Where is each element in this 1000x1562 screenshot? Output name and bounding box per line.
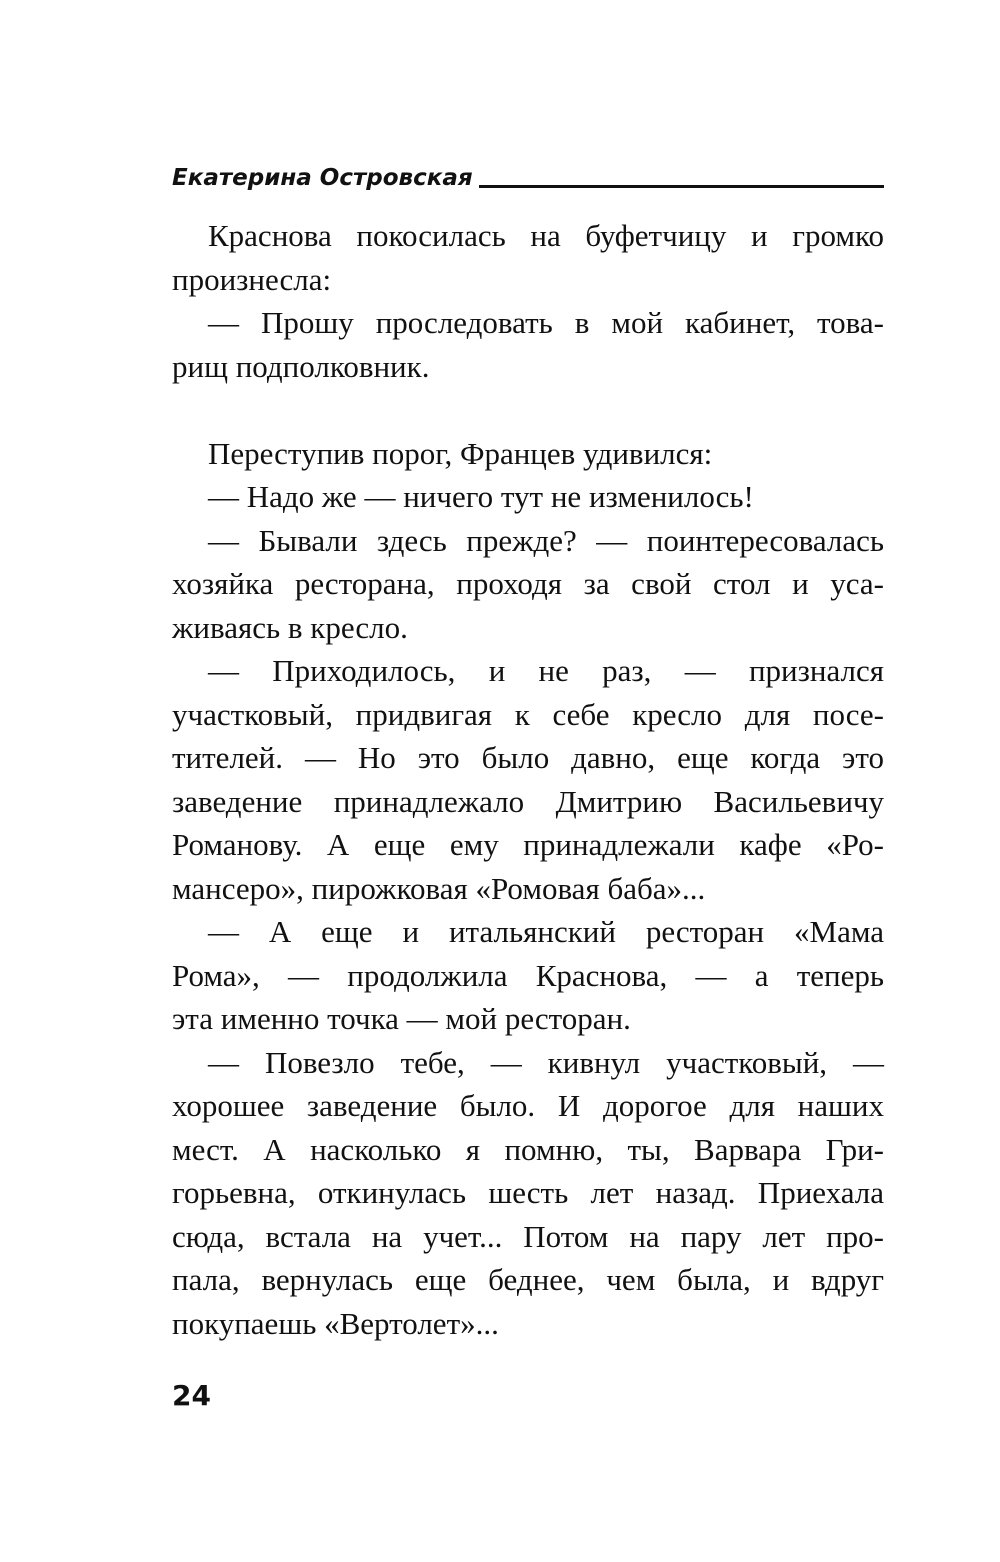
- text-line: мансеро», пирожковая «Ромовая баба»...: [172, 870, 706, 906]
- running-header-author: Екатерина Островская: [172, 165, 473, 191]
- text-line: тителей. — Но это было давно, еще когда это: [172, 740, 884, 775]
- text-line: хозяйка ресторана, проходя за свой стол и уса-: [172, 566, 884, 601]
- text-line: живаясь в кресло.: [172, 609, 408, 645]
- body-text: [172, 214, 884, 1345]
- text-line: хорошее заведение было. И дорогое для наших: [172, 1088, 884, 1123]
- text-line: Краснова покосилась на буфетчицу и громко: [208, 218, 884, 253]
- text-line: — Приходилось, и не раз, — признался: [208, 653, 884, 688]
- text-line: Рома», — продолжила Краснова, — а теперь: [172, 957, 884, 993]
- text-line: сюда, встала на учет... Потом на пару лет про-: [172, 1218, 884, 1254]
- running-header-rule: [479, 185, 884, 188]
- text-line: горьевна, откинулась шесть лет назад. Приехала: [172, 1175, 884, 1210]
- text-line: рищ подполковник.: [172, 348, 430, 384]
- text-line: — А еще и итальянский ресторан «Мама: [208, 914, 884, 949]
- text-line: — Прошу проследовать в мой кабинет, това-: [208, 305, 884, 340]
- page-number: 24: [172, 1379, 211, 1412]
- text-line: заведение принадлежало Дмитрию Васильевичу: [172, 783, 884, 819]
- text-line: произнесла:: [172, 261, 332, 297]
- text-line: эта именно точка — мой ресторан.: [172, 1001, 631, 1036]
- running-header: [172, 158, 884, 192]
- text-line: мест. А насколько я помню, ты, Варвара Гри-: [172, 1131, 884, 1167]
- text-line: — Бывали здесь прежде? — поинтересовалась: [208, 522, 884, 558]
- text-line: участковый, придвигая к себе кресло для посе-: [172, 696, 884, 732]
- text-line: — Повезло тебе, — кивнул участковый, —: [208, 1044, 884, 1080]
- text-line: Романову. А еще ему принадлежали кафе «Ро-: [172, 827, 884, 862]
- paragraph-gap: [172, 388, 884, 432]
- text-line: пала, вернулась еще беднее, чем была, и вдруг: [172, 1262, 884, 1297]
- text-line: покупаешь «Вертолет»...: [172, 1305, 499, 1341]
- text-line: Переступив порог, Францев удивился:: [208, 435, 713, 471]
- text-line: — Надо же — ничего тут не изменилось!: [208, 479, 754, 514]
